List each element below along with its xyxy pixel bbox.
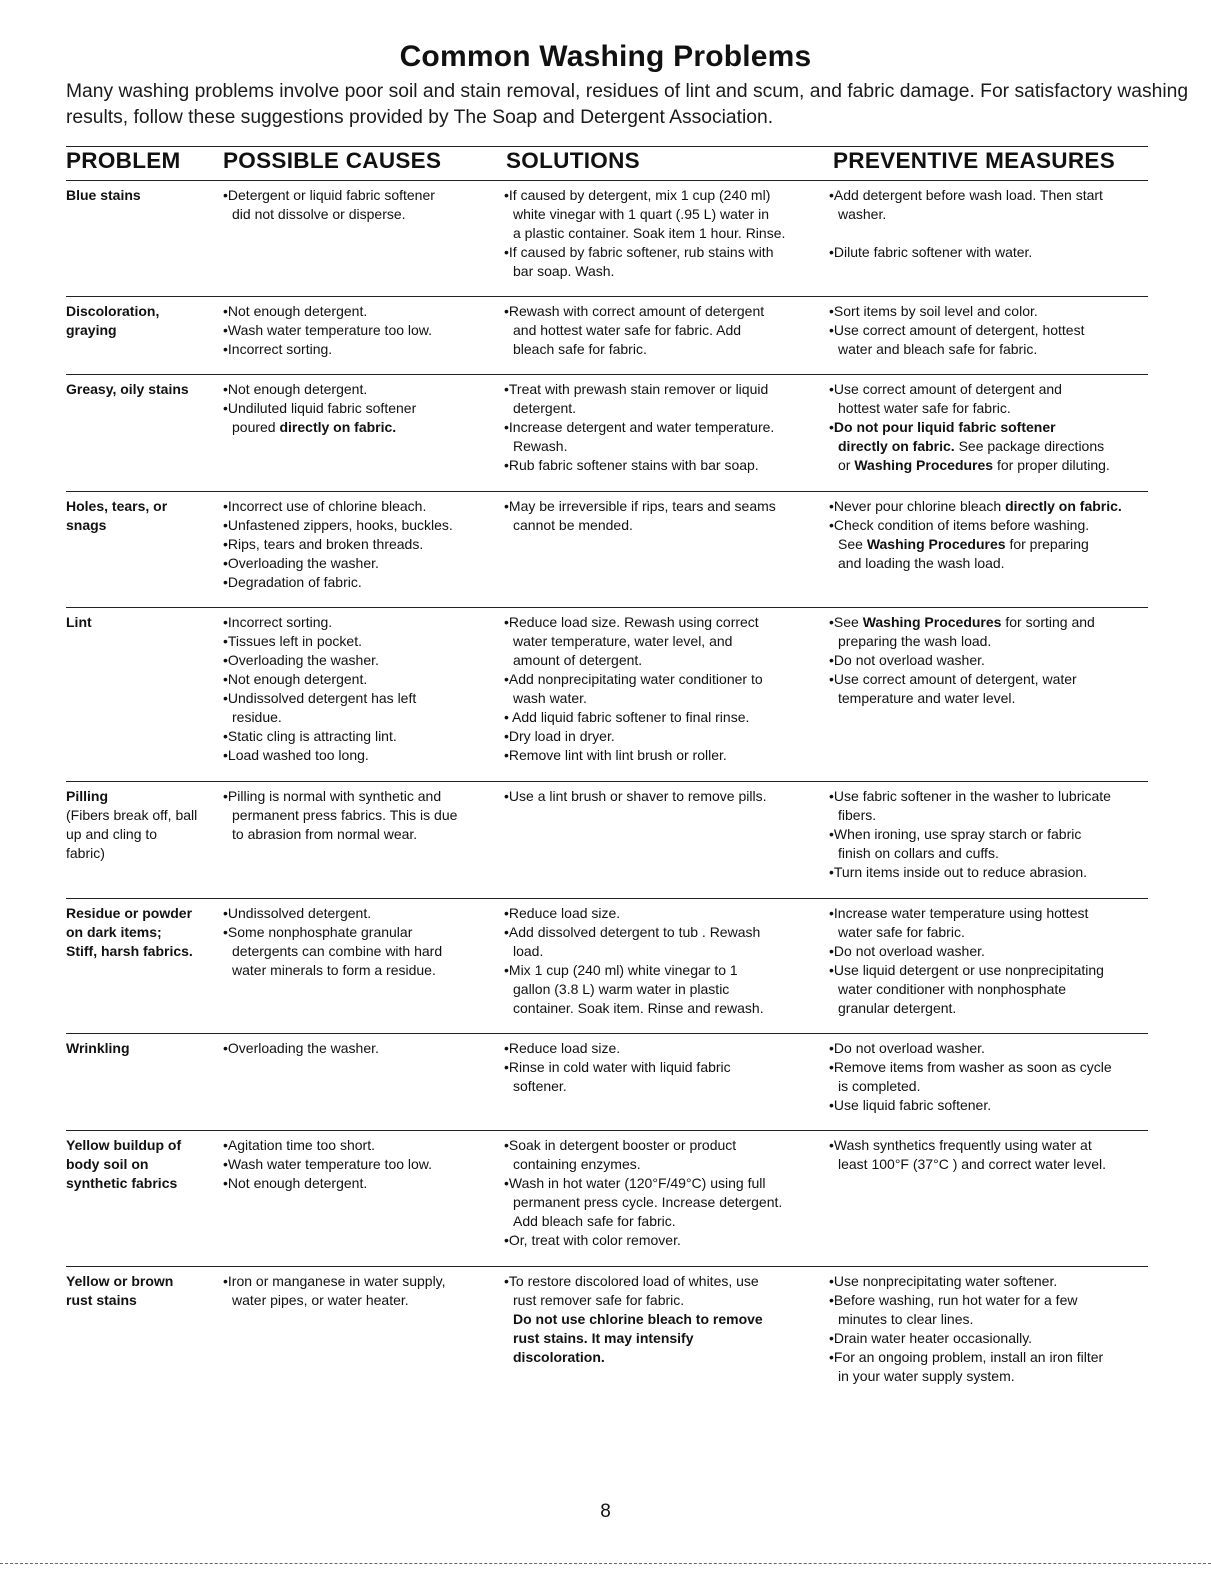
solutions-line: rust remover safe for fabric. <box>513 1292 685 1308</box>
causes-line: •Not enough detergent. <box>223 381 368 397</box>
solutions-line: and hottest water safe for fabric. Add <box>513 322 742 338</box>
problem-cell <box>66 380 221 399</box>
preventive-line: •Wash synthetics frequently using water at <box>829 1137 1092 1153</box>
solutions-line: •Reduce load size. Rewash using correct <box>504 614 759 630</box>
causes-line: •Undissolved detergent. <box>223 905 372 921</box>
solutions-line: permanent press cycle. Increase detergent. <box>513 1194 783 1210</box>
preventive-line: in your water supply system. <box>838 1368 1015 1384</box>
preventive-cell <box>829 787 1159 882</box>
causes-line: •Overloading the washer. <box>223 1040 379 1056</box>
preventive-line: or Washing Procedures for proper diluting. <box>838 457 1110 473</box>
solutions-line: detergent. <box>513 400 577 416</box>
solutions-cell <box>504 1272 834 1367</box>
solutions-line: cannot be mended. <box>513 517 633 533</box>
causes-line: •Rips, tears and broken threads. <box>223 536 424 552</box>
causes-cell <box>223 186 498 224</box>
solutions-cell <box>504 186 834 281</box>
problem-cell <box>66 1039 221 1058</box>
table-body <box>66 180 1148 1417</box>
solutions-line: •Remove lint with lint brush or roller. <box>504 747 727 763</box>
causes-line: detergents can combine with hard <box>232 943 443 959</box>
preventive-line: •Use correct amount of detergent, water <box>829 671 1077 687</box>
solutions-line: gallon (3.8 L) warm water in plastic <box>513 981 730 997</box>
solutions-line: •Add nonprecipitating water conditioner to <box>504 671 763 687</box>
solutions-line: Add bleach safe for fabric. <box>513 1213 676 1229</box>
preventive-line: •Use fabric softener in the washer to lubricate <box>829 788 1111 804</box>
causes-line: poured directly on fabric. <box>232 419 397 435</box>
solutions-line: •Treat with prewash stain remover or liquid <box>504 381 769 397</box>
preventive-cell <box>829 497 1159 573</box>
problem-line: snags <box>66 517 107 533</box>
solutions-cell <box>504 497 834 535</box>
header-possible-causes: POSSIBLE CAUSES <box>223 148 442 173</box>
causes-cell <box>223 904 498 980</box>
causes-line: •Unfastened zippers, hooks, buckles. <box>223 517 453 533</box>
header-problem: PROBLEM <box>66 148 181 173</box>
preventive-cell <box>829 904 1159 1018</box>
preventive-line: •Do not overload washer. <box>829 652 985 668</box>
intro-line: results, follow these suggestions provided by The Soap and Detergent Association. <box>66 107 774 128</box>
preventive-line: fibers. <box>838 807 877 823</box>
preventive-cell <box>829 186 1159 262</box>
problem-line: graying <box>66 322 117 338</box>
solutions-line: •If caused by fabric softener, rub stains with <box>504 244 774 260</box>
problem-cell <box>66 497 221 535</box>
table-row <box>66 898 1148 1033</box>
preventive-line: •Remove items from washer as soon as cycle <box>829 1059 1112 1075</box>
preventive-line: •Dilute fabric softener with water. <box>829 244 1033 260</box>
causes-cell <box>223 1136 498 1193</box>
causes-cell <box>223 1039 498 1058</box>
preventive-line: •Do not overload washer. <box>829 943 985 959</box>
table-row <box>66 607 1148 781</box>
problem-line: (Fibers break off, ball <box>66 807 198 823</box>
solutions-line: •Or, treat with color remover. <box>504 1232 681 1248</box>
solutions-line: •Add dissolved detergent to tub . Rewash <box>504 924 761 940</box>
preventive-cell <box>829 1136 1159 1174</box>
problem-cell <box>66 186 221 205</box>
causes-line: residue. <box>232 709 282 725</box>
solutions-line: •Mix 1 cup (240 ml) white vinegar to 1 <box>504 962 738 978</box>
preventive-line: •Sort items by soil level and color. <box>829 303 1038 319</box>
causes-line: water minerals to form a residue. <box>232 962 436 978</box>
preventive-cell <box>829 380 1159 475</box>
preventive-line: minutes to clear lines. <box>838 1311 974 1327</box>
problem-line: Blue stains <box>66 187 141 203</box>
solutions-line: •Increase detergent and water temperature. <box>504 419 775 435</box>
causes-line: •Detergent or liquid fabric softener <box>223 187 435 203</box>
preventive-cell <box>829 1272 1159 1386</box>
problem-cell <box>66 1136 221 1193</box>
preventive-line: finish on collars and cuffs. <box>838 845 999 861</box>
causes-line: •Pilling is normal with synthetic and <box>223 788 442 804</box>
problem-cell <box>66 787 221 863</box>
problem-line: Yellow or brown <box>66 1273 174 1289</box>
problem-line: Yellow buildup of <box>66 1137 182 1153</box>
preventive-line: •See Washing Procedures for sorting and <box>829 614 1095 630</box>
problems-table <box>66 146 1148 1417</box>
causes-cell <box>223 1272 498 1310</box>
preventive-line: •When ironing, use spray starch or fabric <box>829 826 1082 842</box>
preventive-cell <box>829 613 1159 708</box>
preventive-line: •Turn items inside out to reduce abrasion. <box>829 864 1088 880</box>
problem-line: on dark items; <box>66 924 162 940</box>
solutions-line: •May be irreversible if rips, tears and seams <box>504 498 776 514</box>
causes-line: •Wash water temperature too low. <box>223 1156 433 1172</box>
solutions-cell <box>504 1136 834 1250</box>
header-preventive-measures: PREVENTIVE MEASURES <box>833 148 1116 173</box>
causes-line: •Overloading the washer. <box>223 555 379 571</box>
causes-line: •Wash water temperature too low. <box>223 322 433 338</box>
problem-line: fabric) <box>66 845 105 861</box>
causes-line: •Undissolved detergent has left <box>223 690 417 706</box>
preventive-cell <box>829 1039 1159 1115</box>
solutions-cell <box>504 1039 834 1096</box>
causes-cell <box>223 380 498 437</box>
problem-cell <box>66 904 221 961</box>
table-row <box>66 1266 1148 1417</box>
preventive-line: granular detergent. <box>838 1000 957 1016</box>
problem-line: body soil on <box>66 1156 149 1172</box>
solutions-line: •To restore discolored load of whites, use <box>504 1273 759 1289</box>
problem-cell <box>66 613 221 632</box>
solutions-line: softener. <box>513 1078 567 1094</box>
solutions-cell <box>504 904 834 1018</box>
solutions-cell <box>504 787 834 806</box>
causes-line: •Undiluted liquid fabric softener <box>223 400 417 416</box>
causes-line: •Tissues left in pocket. <box>223 633 362 649</box>
solutions-line: containing enzymes. <box>513 1156 641 1172</box>
problem-line: rust stains <box>66 1292 137 1308</box>
table-row <box>66 296 1148 374</box>
preventive-line: •Use liquid fabric softener. <box>829 1097 992 1113</box>
solutions-line: white vinegar with 1 quart (.95 L) water in <box>513 206 770 222</box>
problem-cell <box>66 1272 221 1310</box>
preventive-line: •Do not overload washer. <box>829 1040 985 1056</box>
problem-line: Residue or powder <box>66 905 193 921</box>
solutions-cell <box>504 302 834 359</box>
problem-line: Stiff, harsh fabrics. <box>66 943 193 959</box>
causes-line: •Iron or manganese in water supply, <box>223 1273 446 1289</box>
solutions-line: amount of detergent. <box>513 652 643 668</box>
solutions-line: •Rub fabric softener stains with bar soap. <box>504 457 759 473</box>
preventive-line: is completed. <box>838 1078 921 1094</box>
causes-cell <box>223 302 498 359</box>
preventive-line: •Drain water heater occasionally. <box>829 1330 1033 1346</box>
causes-line: •Static cling is attracting lint. <box>223 728 397 744</box>
table-row <box>66 374 1148 491</box>
solutions-line: wash water. <box>513 690 587 706</box>
problem-cell <box>66 302 221 340</box>
solutions-line: Do not use chlorine bleach to remove <box>513 1311 763 1327</box>
problem-line: Discoloration, <box>66 303 160 319</box>
preventive-line: •Check condition of items before washing. <box>829 517 1090 533</box>
solutions-line: a plastic container. Soak item 1 hour. Rinse. <box>513 225 786 241</box>
causes-line: •Degradation of fabric. <box>223 574 362 590</box>
table-row <box>66 1130 1148 1266</box>
solutions-line: water temperature, water level, and <box>513 633 733 649</box>
problem-line: Wrinkling <box>66 1040 130 1056</box>
causes-line: •Incorrect sorting. <box>223 614 333 630</box>
causes-line: •Some nonphosphate granular <box>223 924 413 940</box>
problem-line: Lint <box>66 614 92 630</box>
causes-line: •Not enough detergent. <box>223 1175 368 1191</box>
causes-cell <box>223 613 498 765</box>
causes-line: •Incorrect use of chlorine bleach. <box>223 498 427 514</box>
preventive-line: •Never pour chlorine bleach directly on fabric. <box>829 498 1122 514</box>
solutions-line: discoloration. <box>513 1349 605 1365</box>
table-row <box>66 180 1148 296</box>
solutions-line: •Use a lint brush or shaver to remove pills. <box>504 788 767 804</box>
preventive-line: washer. <box>838 206 887 222</box>
causes-line: •Agitation time too short. <box>223 1137 375 1153</box>
causes-line: did not dissolve or disperse. <box>232 206 406 222</box>
table-row <box>66 491 1148 607</box>
solutions-line: •Reduce load size. <box>504 1040 621 1056</box>
preventive-line: •Before washing, run hot water for a few <box>829 1292 1078 1308</box>
table-header <box>66 146 1148 180</box>
preventive-cell <box>829 302 1159 359</box>
causes-line: water pipes, or water heater. <box>232 1292 409 1308</box>
preventive-line: •Use nonprecipitating water softener. <box>829 1273 1058 1289</box>
problem-line: synthetic fabrics <box>66 1175 178 1191</box>
intro-paragraph <box>66 79 1189 131</box>
preventive-line: •Use correct amount of detergent, hottest <box>829 322 1085 338</box>
solutions-line: •If caused by detergent, mix 1 cup (240 ml) <box>504 187 771 203</box>
preventive-line <box>829 224 1159 243</box>
preventive-line: See Washing Procedures for preparing <box>838 536 1089 552</box>
solutions-line: •Rinse in cold water with liquid fabric <box>504 1059 731 1075</box>
footer-divider <box>0 1563 1211 1564</box>
header-solutions: SOLUTIONS <box>506 148 640 173</box>
intro-line: Many washing problems involve poor soil and stain removal, residues of lint and scum, and fabric damage. For satisfactory washing <box>66 81 1189 102</box>
preventive-line: •Do not pour liquid fabric softener <box>829 419 1056 435</box>
solutions-line: rust stains. It may intensify <box>513 1330 694 1346</box>
preventive-line: •Use correct amount of detergent and <box>829 381 1062 397</box>
solutions-line: bleach safe for fabric. <box>513 341 647 357</box>
preventive-line: water conditioner with nonphosphate <box>838 981 1067 997</box>
preventive-line: temperature and water level. <box>838 690 1016 706</box>
solutions-line: •Wash in hot water (120°F/49°C) using full <box>504 1175 766 1191</box>
preventive-line: directly on fabric. See package directions <box>838 438 1105 454</box>
problem-line: Holes, tears, or <box>66 498 168 514</box>
preventive-line: hottest water safe for fabric. <box>838 400 1011 416</box>
causes-cell <box>223 787 498 844</box>
causes-line: •Load washed too long. <box>223 747 369 763</box>
problem-line: Greasy, oily stains <box>66 381 189 397</box>
solutions-line: load. <box>513 943 544 959</box>
page-number: 8 <box>600 1501 611 1522</box>
preventive-line: water and bleach safe for fabric. <box>838 341 1038 357</box>
solutions-line: bar soap. Wash. <box>513 263 615 279</box>
solutions-line: •Rewash with correct amount of detergent <box>504 303 765 319</box>
causes-line: to abrasion from normal wear. <box>232 826 418 842</box>
preventive-line: water safe for fabric. <box>838 924 965 940</box>
solutions-line: • Add liquid fabric softener to final rinse. <box>504 709 750 725</box>
table-row <box>66 781 1148 898</box>
preventive-line: •Add detergent before wash load. Then start <box>829 187 1103 203</box>
solutions-line: Rewash. <box>513 438 568 454</box>
causes-line: •Not enough detergent. <box>223 671 368 687</box>
causes-line: •Overloading the washer. <box>223 652 379 668</box>
preventive-line: •Increase water temperature using hottest <box>829 905 1089 921</box>
causes-cell <box>223 497 498 592</box>
solutions-line: •Soak in detergent booster or product <box>504 1137 737 1153</box>
preventive-line: •Use liquid detergent or use nonprecipitating <box>829 962 1104 978</box>
preventive-line: least 100°F (37°C ) and correct water level. <box>838 1156 1106 1172</box>
solutions-cell <box>504 380 834 475</box>
preventive-line: •For an ongoing problem, install an iron filter <box>829 1349 1104 1365</box>
solutions-line: •Dry load in dryer. <box>504 728 615 744</box>
causes-line: permanent press fabrics. This is due <box>232 807 458 823</box>
preventive-line: and loading the wash load. <box>838 555 1005 571</box>
page-title: Common Washing Problems <box>399 40 812 73</box>
problem-line: Pilling <box>66 788 108 804</box>
solutions-line: container. Soak item. Rinse and rewash. <box>513 1000 764 1016</box>
problem-line: up and cling to <box>66 826 158 842</box>
solutions-cell <box>504 613 834 765</box>
table-row <box>66 1033 1148 1130</box>
causes-line: •Not enough detergent. <box>223 303 368 319</box>
preventive-line: preparing the wash load. <box>838 633 992 649</box>
causes-line: •Incorrect sorting. <box>223 341 333 357</box>
solutions-line: •Reduce load size. <box>504 905 621 921</box>
